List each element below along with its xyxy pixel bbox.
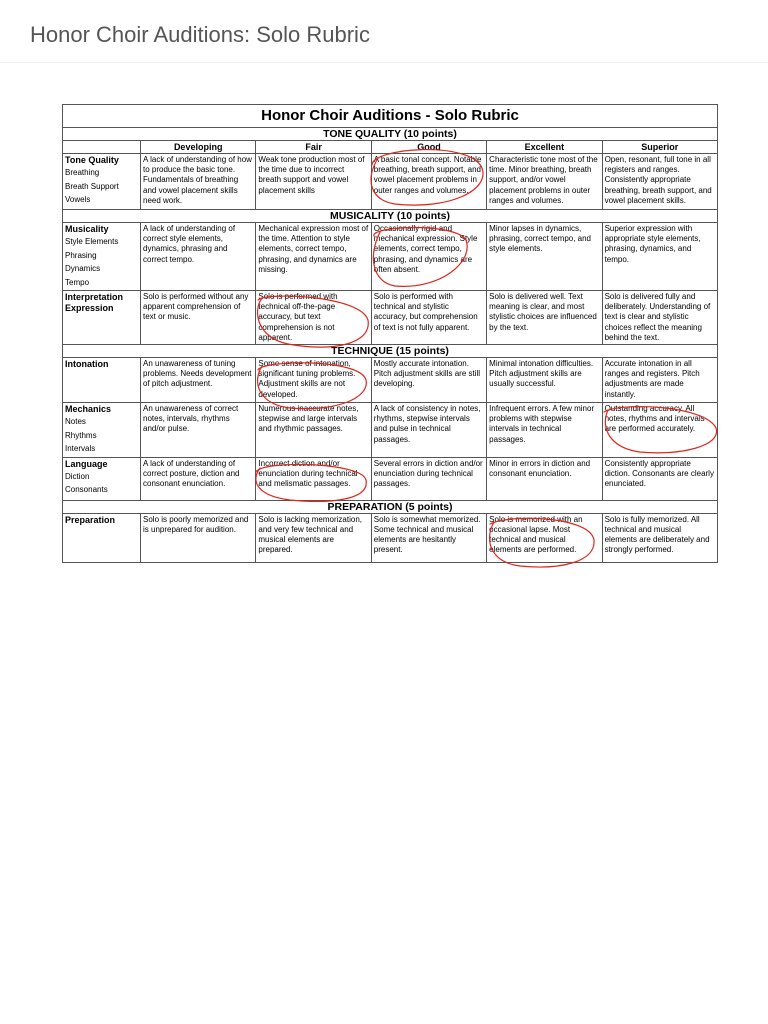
levels-header-row: [63, 141, 718, 154]
page-title: Honor Choir Auditions: Solo Rubric: [30, 22, 370, 47]
criterion-name: Tone Quality: [65, 155, 119, 165]
rubric-cell: An unawareness of correct notes, intervals, rhythms and/or pulse.: [141, 403, 256, 458]
level-header: Good: [371, 141, 486, 154]
rubric-cell: Accurate intonation in all ranges and registers. Pitch adjustments are made instantly.: [602, 358, 717, 403]
criterion-subitem: Breath Support: [65, 181, 119, 191]
rubric-cell: Consistently appropriate diction. Consonants are clearly enunciated.: [602, 457, 717, 500]
criterion-subitem: Consonants: [65, 485, 108, 495]
rubric-cell: Mostly accurate intonation. Pitch adjustment skills are still developing.: [371, 358, 486, 403]
rubric-cell: Minor in errors in diction and consonant enunciation.: [487, 457, 602, 500]
criterion-label: [63, 513, 141, 562]
criterion-label: [63, 403, 141, 458]
rubric-cell: Incorrect diction and/or enunciation during technical and melismatic passages.: [256, 457, 371, 500]
rubric-cell: A lack of understanding of correct style elements, dynamics, phrasing and correct tempo.: [141, 223, 256, 291]
criterion-row-tone-quality: [63, 154, 718, 210]
section-preparation: PREPARATION (5 points): [63, 500, 718, 513]
rubric-cell: Occasionally rigid and mechanical expression. Style elements, correct tempo, phrasing, and dynamics are often absent.: [371, 223, 486, 291]
rubric-cell: Solo is performed with technical and stylistic accuracy, but comprehension of text is not fully apparent.: [371, 291, 486, 345]
criterion-label: [63, 291, 141, 345]
rubric-cell: A lack of understanding of how to produce the basic tone. Fundamentals of breathing and vowel placement skills need work.: [141, 154, 256, 210]
criterion-subitem: Tempo: [65, 277, 90, 287]
rubric-cell: A basic tonal concept. Notable breathing, breath support, and vowel placement problems in outer ranges and volumes.: [371, 154, 486, 210]
criterion-row-mechanics: [63, 403, 718, 458]
section-musicality: MUSICALITY (10 points): [63, 210, 718, 223]
criterion-name: Interpretation Expression: [65, 292, 124, 313]
rubric-cell: Some sense of intonation, significant tuning problems. Adjustment skills are not developed.: [256, 358, 371, 403]
rubric-document: [62, 104, 718, 582]
rubric-cell: Minimal intonation difficulties. Pitch adjustment skills are usually successful.: [487, 358, 602, 403]
rubric-cell: Solo is fully memorized. All technical and musical elements are deliberately and strongly performed.: [602, 513, 717, 562]
criterion-subitem: Dynamics: [65, 264, 101, 273]
criterion-subitem: Breathing: [65, 168, 100, 177]
level-header: Fair: [256, 141, 371, 154]
rubric-cell: Solo is performed with technical off-the-page accuracy, but text comprehension is not apparent.: [256, 291, 371, 345]
rubric-cell: Solo is poorly memorized and is unprepared for audition.: [141, 513, 256, 562]
criterion-label: [63, 358, 141, 403]
rubric-cell: Infrequent errors. A few minor problems with stepwise intervals in technical passages.: [487, 403, 602, 458]
divider: [0, 62, 768, 63]
criterion-label: [63, 457, 141, 500]
level-header: Superior: [602, 141, 717, 154]
rubric-cell: Solo is memorized with an occasional lapse. Most technical and musical elements are performed.: [487, 513, 602, 562]
rubric-cell: A lack of understanding of correct posture, diction and consonant enunciation.: [141, 457, 256, 500]
rubric-cell: Several errors in diction and/or enunciation during technical passages.: [371, 457, 486, 500]
criterion-label: [63, 223, 141, 291]
rubric-cell: Numerous inaccurate notes, stepwise and large intervals and rhythmic passages.: [256, 403, 371, 458]
criterion-row-musicality: [63, 223, 718, 291]
criterion-row-interpretation: [63, 291, 718, 345]
rubric-cell: Minor lapses in dynamics, phrasing, correct tempo, and style elements.: [487, 223, 602, 291]
section-tone-quality: TONE QUALITY (10 points): [63, 128, 718, 141]
rubric-cell: A lack of consistency in notes, rhythms, stepwise intervals and pulse in technical passages.: [371, 403, 486, 458]
criterion-row-preparation: [63, 513, 718, 562]
criterion-name: Intonation: [65, 359, 109, 370]
criterion-subitem: Intervals: [65, 444, 96, 454]
criterion-name: Language: [65, 458, 108, 469]
levels-header-blank: [63, 141, 141, 154]
rubric-cell: An unawareness of tuning problems. Needs development of pitch adjustment.: [141, 358, 256, 403]
criterion-subitem: Rhythms: [65, 430, 97, 440]
rubric-cell: Open, resonant, full tone in all registers and ranges. Consistently appropriate breathing, breath support, and vowel placement skills.: [602, 154, 717, 210]
criterion-subitem: Diction: [65, 471, 90, 481]
rubric-cell: Solo is somewhat memorized. Some technical and musical elements are hesitantly present.: [371, 513, 486, 562]
level-header: Developing: [141, 141, 256, 154]
criterion-name: Preparation: [65, 514, 116, 525]
rubric-cell: Outstanding accuracy. All notes, rhythms and intervals are performed accurately.: [602, 403, 717, 458]
criterion-row-language: [63, 457, 718, 500]
rubric-cell: Solo is delivered fully and deliberately. Understanding of text is clear and stylistic choices reflect the meaning behind the text.: [602, 291, 717, 345]
criterion-name: Mechanics: [65, 404, 112, 415]
criterion-subitem: Notes: [65, 417, 86, 427]
rubric-cell: Solo is lacking memorization, and very few technical and musical elements are prepared.: [256, 513, 371, 562]
rubric-cell: Weak tone production most of the time due to incorrect breath support and vowel placement skills: [256, 154, 371, 210]
level-header: Excellent: [487, 141, 602, 154]
criterion-row-intonation: [63, 358, 718, 403]
rubric-cell: Solo is delivered well. Text meaning is clear, and most stylistic choices are influenced by the text.: [487, 291, 602, 345]
criterion-label: [63, 154, 141, 210]
criterion-subitem: Vowels: [65, 195, 91, 204]
rubric-title: Honor Choir Auditions - Solo Rubric: [63, 105, 718, 128]
rubric-cell: Mechanical expression most of the time. Attention to style elements, correct tempo, phrasing, and dynamics are missing.: [256, 223, 371, 291]
rubric-cell: Characteristic tone most of the time. Minor breathing, breath support, and/or vowel placement problems in outer ranges and volumes.: [487, 154, 602, 210]
criterion-subitem: Style Elements: [65, 237, 119, 246]
rubric-cell: Solo is performed without any apparent comprehension of text or music.: [141, 291, 256, 345]
criterion-name: Musicality: [65, 224, 109, 234]
rubric-cell: Superior expression with appropriate style elements, phrasing, dynamics, and tempo.: [602, 223, 717, 291]
rubric-table: [62, 104, 718, 563]
section-technique: TECHNIQUE (15 points): [63, 345, 718, 358]
criterion-subitem: Phrasing: [65, 250, 97, 260]
